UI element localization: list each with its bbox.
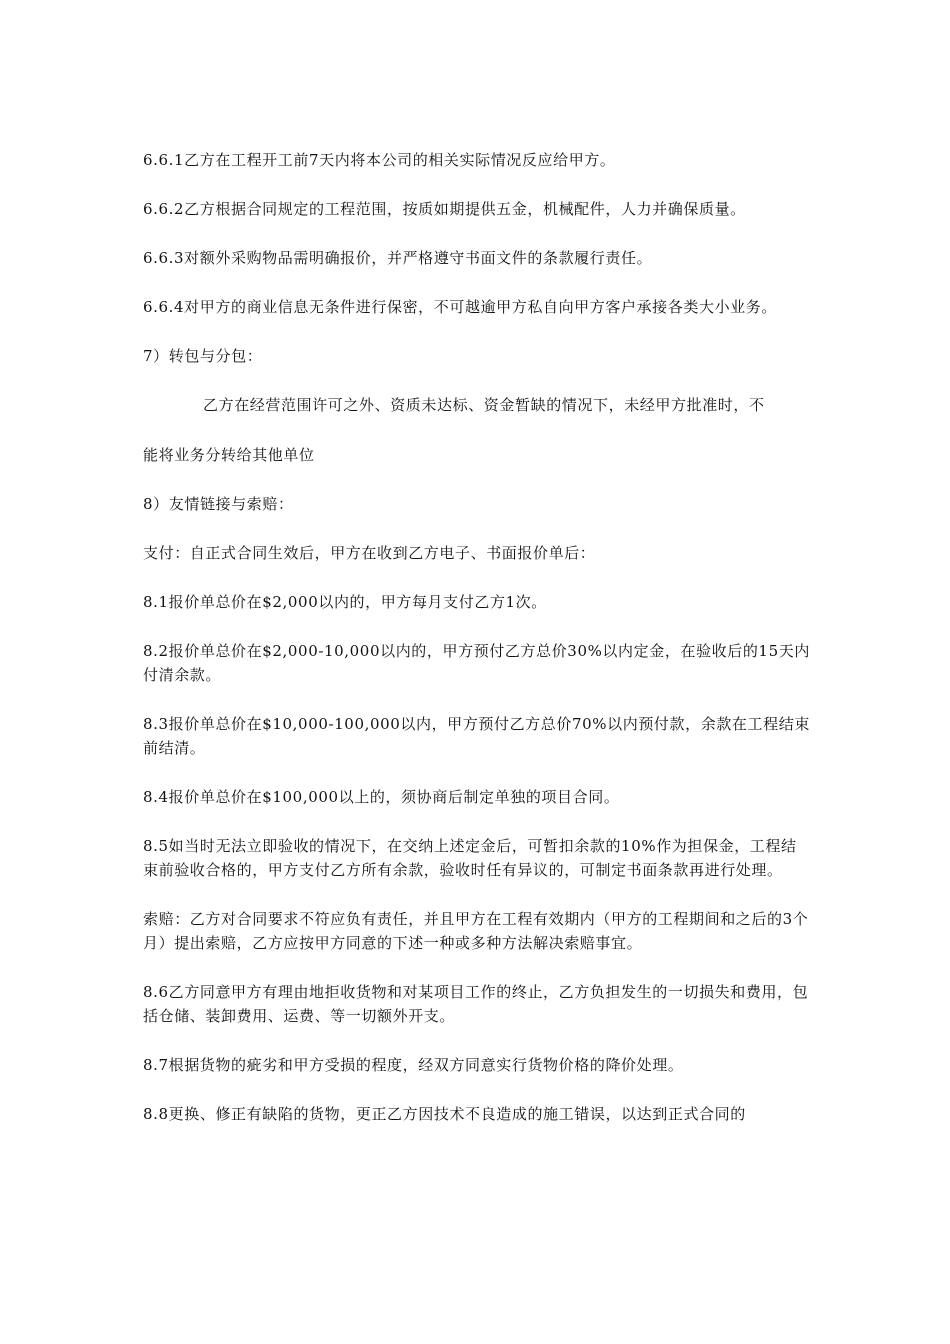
clause-8-5: 8.5如当时无法立即验收的情况下，在交纳上述定金后，可暂扣余款的10%作为担保金，工程结束前验收合格的，甲方支付乙方所有余款，验收时任有异议的，可制定书面条款再进行处理。: [143, 837, 797, 879]
clause-8-2: 8.2报价单总价在$2,000-10,000以内的，甲方预付乙方总价30%以内定金，在验收后的15天内付清余款。: [143, 642, 810, 684]
clause-8-6: 8.6乙方同意甲方有理由地拒收货物和对某项目工作的终止，乙方负担发生的一切损失和费用，包括仓储、装卸费用、运费、等一切额外开支。: [143, 983, 809, 1025]
document-body: [143, 148, 811, 1151]
section-7-heading: 7）转包与分包：: [143, 347, 263, 365]
clause-8-1: 8.1报价单总价在$2,000以内的，甲方每月支付乙方1次。: [143, 593, 547, 611]
payment-intro: 支付：自正式合同生效后，甲方在收到乙方电子、书面报价单后：: [143, 544, 596, 562]
section-7-body-continued: 能将业务分转给其他单位: [143, 446, 315, 464]
section-8-heading: 8）友情链接与索赔：: [143, 495, 294, 513]
claims-intro: 索赔：乙方对合同要求不符应负有责任，并且甲方在工程有效期内（甲方的工程期间和之后的3个月）提出索赔，乙方应按甲方同意的下述一种或多种方法解决索赔事宜。: [143, 910, 809, 952]
clause-8-8: 8.8更换、修正有缺陷的货物，更正乙方因技术不良造成的施工错误，以达到正式合同的: [143, 1105, 746, 1123]
clause-8-7: 8.7根据货物的疵劣和甲方受损的程度，经双方同意实行货物价格的降价处理。: [143, 1056, 684, 1074]
clause-6-6-4: 6.6.4对甲方的商业信息无条件进行保密，不可越逾甲方私自向甲方客户承接各类大小业务。: [143, 298, 777, 316]
clause-6-6-1: 6.6.1乙方在工程开工前7天内将本公司的相关实际情况反应给甲方。: [143, 151, 616, 169]
section-7-body: 乙方在经营范围许可之外、资质未达标、资金暂缺的情况下，未经甲方批准时，不: [203, 396, 765, 414]
clause-8-4: 8.4报价单总价在$100,000以上的，须协商后制定单独的项目合同。: [143, 788, 620, 806]
clause-6-6-3: 6.6.3对额外采购物品需明确报价，并严格遵守书面文件的条款履行责任。: [143, 249, 653, 267]
clause-8-3: 8.3报价单总价在$10,000-100,000以内，甲方预付乙方总价70%以内预付款，余款在工程结束前结清。: [143, 715, 810, 757]
clause-6-6-2: 6.6.2乙方根据合同规定的工程范围，按质如期提供五金，机械配件，人力并确保质量。: [143, 200, 746, 218]
